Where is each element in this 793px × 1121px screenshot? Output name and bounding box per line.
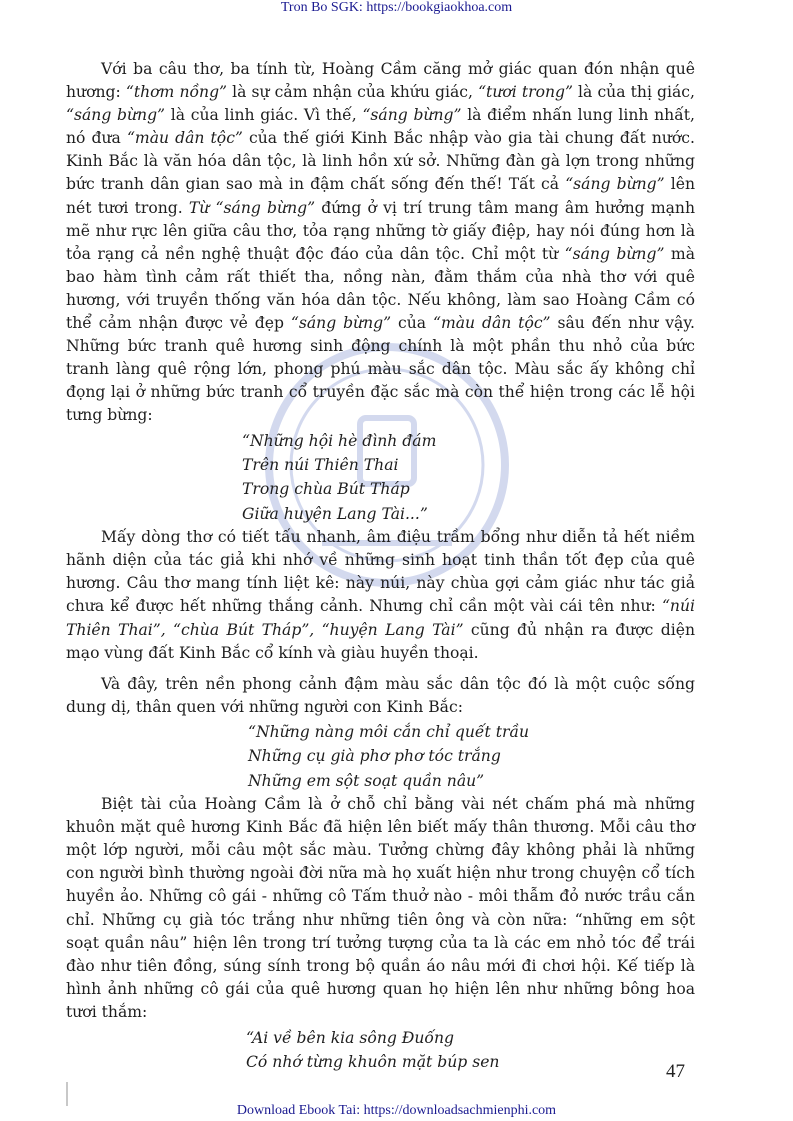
text-run: cũng đủ nhận ra được diện mạo vùng đất Kinh Bắc cổ kính và giàu huyền thoại. xyxy=(66,620,696,662)
text-run: của xyxy=(391,314,433,333)
paragraph-2 xyxy=(66,526,695,665)
italic-quote: “màu dân tộc” xyxy=(432,314,551,333)
text-run: lên nét tươi trong. xyxy=(66,175,695,217)
header-link[interactable]: Tron Bo SGK: https://bookgiaokhoa.com xyxy=(280,0,513,15)
poem-line: “Những nàng môi cắn chỉ quết trầu xyxy=(248,722,530,741)
text-run: đứng ở vị trí trung tâm mang âm hưởng mạnh mẽ như rực lên giữa câu thơ, tỏa rạng những tờ giấy điệp, hay nói đúng hơn là tỏa rạng cả nền nghệ thuật độc đáo của dân tộc. Chỉ một từ xyxy=(66,198,695,263)
poem-line: Trên núi Thiên Thai xyxy=(242,455,399,474)
italic-quote: “sáng bừng” xyxy=(362,106,462,125)
poem-stanza-3 xyxy=(66,1026,695,1075)
text-run: là sự cảm nhận của khứu giác, xyxy=(227,83,479,102)
paragraph-3 xyxy=(66,673,695,719)
text-run: là điểm nhấn lung linh nhất, nó đưa xyxy=(66,106,696,148)
paragraph-1 xyxy=(66,58,695,428)
poem-line: Có nhớ từng khuôn mặt búp sen xyxy=(246,1053,500,1072)
main-text xyxy=(66,58,695,1075)
italic-quote: “sáng bừng” xyxy=(564,244,665,263)
text-run: là của linh giác. Vì thế, xyxy=(165,106,363,125)
text-run: Với ba câu thơ, ba tính từ, Hoàng Cầm căng mở giác quan đón nhận quê hương: xyxy=(66,60,695,102)
text-run: là của thị giác, xyxy=(572,83,695,102)
poem-stanza-1 xyxy=(66,429,695,527)
poem-stanza-2 xyxy=(66,720,695,793)
text-run: Và đây, trên nền phong cảnh đậm màu sắc dân tộc đó là một cuộc sống dung dị, thân quen với những người con Kinh Bắc: xyxy=(66,674,695,716)
italic-quote: “sáng bừng” xyxy=(565,175,665,194)
text-run: Biệt tài của Hoàng Cầm là ở chỗ chỉ bằng vài nét chấm phá mà những khuôn mặt quê hương Kinh Bắc đã hiện lên biết mấy thân thương. Mỗi câu thơ một lớp người, mỗi câu một sắc màu. Tưởng chừng đây không phải là những con người bình thường ngoài đời nữa mà họ xuất hiện như trong chuyện cổ tích huyền ảo. Những cô gái - những cô Tấm thuở nào - môi thẫm đỏ nước trầu cắn chỉ. Những cụ già tóc trắng như những tiên ông và còn nữa: “những em sột soạt quần nâu” hiện lên trong trí tưởng tượng của ta là các em nhỏ tóc để trái đào như tiên đồng, súng sính trong bộ quần áo nâu mới đi chơi hội. Kế tiếp là hình ảnh những cô gái của quê hương quan họ hiện lên như những bông hoa tươi thắm: xyxy=(66,795,695,1021)
text-run: mà bao hàm tình cảm rất thiết tha, nồng nàn, đằm thắm của nhà thơ với quê hương, với truyền thống văn hóa dân tộc. Nếu không, làm sao Hoàng Cầm có thể cảm nhận được vẻ đẹp xyxy=(66,244,696,333)
italic-quote: “màu dân tộc” xyxy=(126,129,243,148)
footer-link[interactable]: Download Ebook Tai: https://downloadsachmienphi.com xyxy=(236,1103,557,1118)
italic-quote: “sáng bừng” xyxy=(66,106,166,125)
text-run: sâu đến như vậy. Những bức tranh quê hương sinh động chính là một phần thu nhỏ của bức tranh làng quê rộng lớn, phong phú màu sắc dân tộc. Màu sắc ấy không chỉ đọng lại ở những bức tranh cổ truyền đặc sắc mà còn thể hiện trong các lễ hội tưng bừng: xyxy=(66,314,696,425)
poem-line: Những cụ già phơ phơ tóc trắng xyxy=(248,747,501,766)
poem-line: Trong chùa Bút Tháp xyxy=(242,480,410,499)
italic-quote: “tươi trong” xyxy=(478,83,573,102)
italic-quote: “thơm nồng” xyxy=(125,83,228,102)
poem-line: “Những hội hè đình đám xyxy=(242,431,437,450)
poem-line: Những em sột soạt quần nâu” xyxy=(248,771,485,790)
italic-quote: Từ “sáng bừng” xyxy=(188,198,316,217)
text-run: của thế giới Kinh Bắc nhập vào gia tài chung đất nước. Kinh Bắc là văn hóa dân tộc, là linh hồn xứ sở. Những đàn gà lợn trong những bức tranh dân gian sao mà in đậm chất sống đến thế! Tất cả xyxy=(66,129,695,194)
italic-quote: “sáng bừng” xyxy=(290,314,392,333)
paragraph-4 xyxy=(66,793,695,1024)
italic-quote: “núi Thiên Thai”, “chùa Bút Tháp”, “huyện Lang Tài” xyxy=(66,597,695,639)
text-run: Mấy dòng thơ có tiết tấu nhanh, âm điệu trầm bổng như diễn tả hết niềm hãnh diện của tác giả khi nhớ về những sinh hoạt tinh thần tốt đẹp của quê hương. Câu thơ mang tính liệt kê: này núi, này chùa gợi cảm giác như tác giả chưa kể được hết những thắng cảnh. Nhưng chỉ cần một vài cái tên như: xyxy=(66,528,695,616)
page-number: 47 xyxy=(666,1061,685,1082)
poem-line: “Ai về bên kia sông Đuống xyxy=(246,1029,454,1048)
poem-line: Giữa huyện Lang Tài...” xyxy=(242,504,428,523)
